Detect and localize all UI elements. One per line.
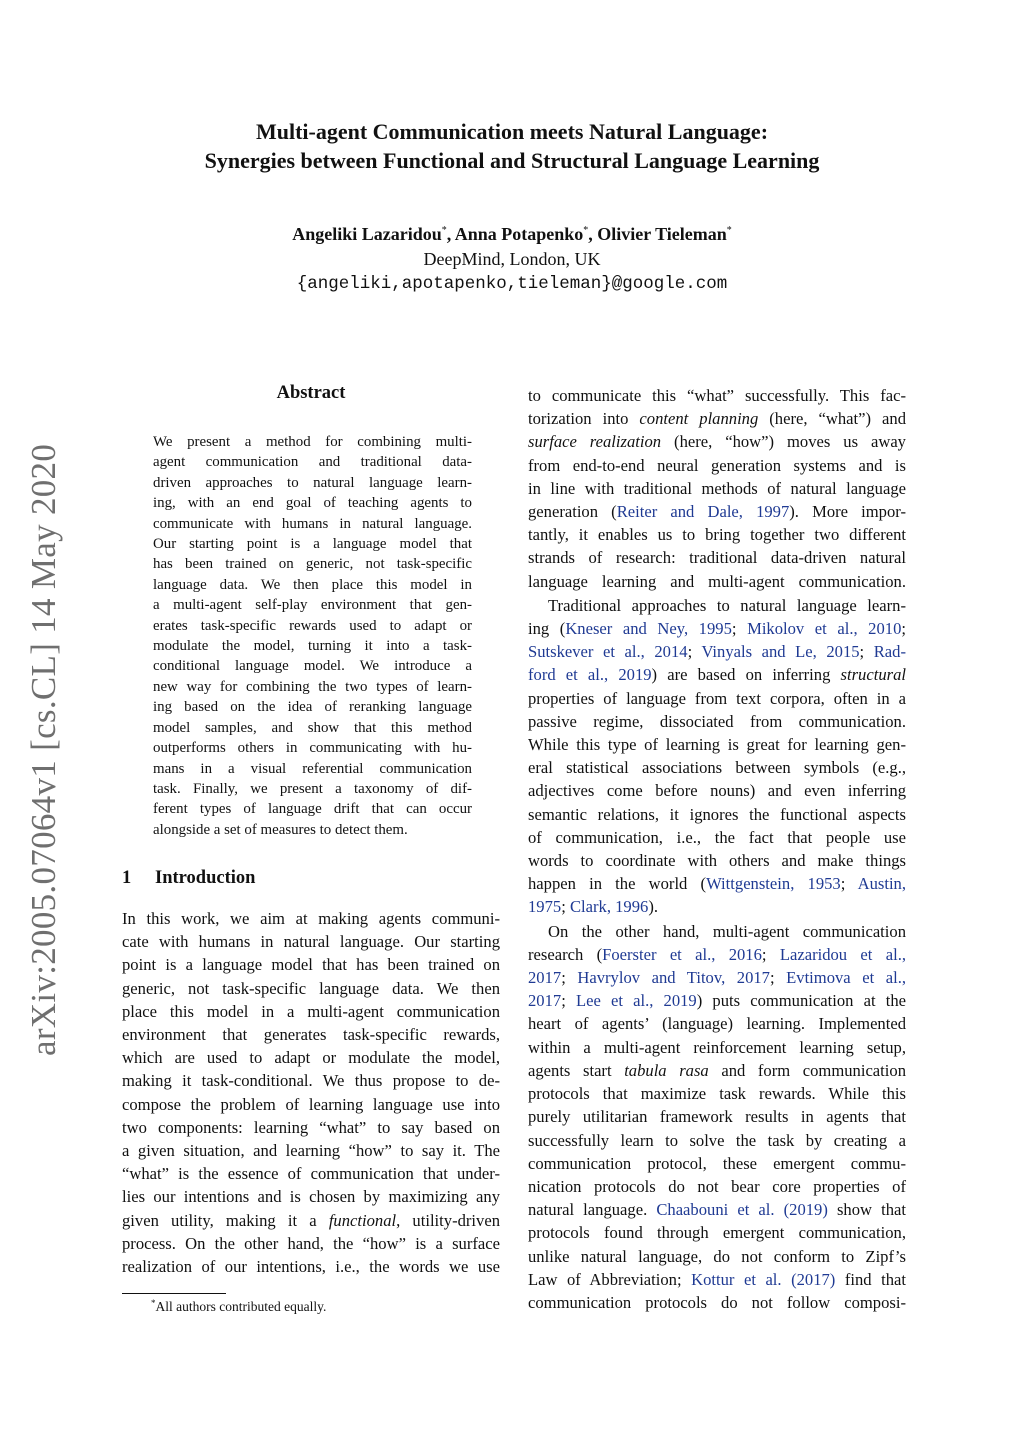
abstract-line: new way for combining the two types of learn- bbox=[153, 678, 472, 695]
citation-link[interactable]: 2017 bbox=[528, 991, 562, 1011]
body-text: ) puts communication at the bbox=[696, 991, 906, 1011]
footnote-text: All authors contributed equally. bbox=[155, 1299, 327, 1314]
body-text: ; bbox=[561, 897, 570, 917]
body-line: While this type of learning is great for learning gen- bbox=[528, 735, 906, 755]
body-line: of communication, i.e., the fact that people use bbox=[528, 827, 906, 847]
body-text: ). bbox=[648, 897, 658, 917]
body-text: natural language. bbox=[528, 1200, 657, 1220]
body-text: ; bbox=[901, 619, 906, 639]
arxiv-stamp: arXiv:2005.07064v1 [cs.CL] 14 May 2020 bbox=[24, 443, 63, 1056]
citation-link[interactable]: Havrylov and Titov, 2017 bbox=[577, 968, 770, 988]
body-line bbox=[528, 407, 906, 430]
section-number: 1 bbox=[122, 868, 132, 888]
body-line: to communicate this “what” successfully. This fac- bbox=[528, 386, 906, 405]
abstract-line: has been trained on generic, not task-specific bbox=[153, 556, 472, 573]
body-line: making it task-conditional. We thus propose to de- bbox=[122, 1071, 500, 1091]
citation-link[interactable]: Mikolov et al., 2010 bbox=[747, 619, 902, 639]
body-line: Traditional approaches to natural language learn- bbox=[548, 595, 906, 615]
abstract-line: driven approaches to natural language learn- bbox=[153, 474, 472, 491]
body-line: language learning and multi-agent communication. bbox=[528, 571, 906, 591]
abstract-line: conditional language model. We introduce a bbox=[153, 658, 472, 675]
body-text: ing ( bbox=[528, 619, 566, 639]
abstract-line: ferent types of language drift that can occur bbox=[153, 801, 472, 818]
body-line: passive regime, dissociated from communication. bbox=[528, 711, 906, 731]
body-line bbox=[528, 872, 906, 895]
body-text: agents start bbox=[528, 1060, 625, 1080]
abstract-heading: Abstract bbox=[276, 383, 346, 403]
body-line: communication protocols do not follow composi- bbox=[528, 1292, 906, 1312]
affiliation: DeepMind, London, UK bbox=[423, 249, 601, 269]
author-1: Angeliki Lazaridou bbox=[292, 224, 442, 244]
citation-link[interactable]: Kneser and Ney, 1995 bbox=[565, 619, 732, 639]
body-line: environment that generates task-specific rewards, bbox=[122, 1025, 500, 1045]
author-3-mark: * bbox=[726, 225, 732, 236]
body-line bbox=[528, 989, 906, 1012]
body-line bbox=[528, 1059, 906, 1082]
abstract-line: ing based on the idea of reranking language bbox=[153, 699, 472, 716]
body-text: ; bbox=[561, 968, 578, 988]
abstract-line: a multi-agent self-play environment that gen- bbox=[153, 597, 472, 614]
body-line: unlike natural language, do not conform to Zipf’s bbox=[528, 1246, 906, 1266]
citation-link[interactable]: Chaabouni et al. (2019) bbox=[656, 1200, 828, 1220]
body-line: place this model in a multi-agent communication bbox=[122, 1001, 500, 1021]
abstract-line: mans in a visual referential communication bbox=[153, 760, 472, 777]
body-line bbox=[528, 640, 906, 663]
author-block bbox=[0, 222, 1024, 297]
author-3: Olivier Tieleman bbox=[597, 224, 727, 244]
body-text: (here, “what”) and bbox=[758, 409, 906, 429]
body-line: semantic relations, it ignores the functional aspects bbox=[528, 804, 906, 824]
author-separator-2: , bbox=[588, 224, 598, 244]
body-text: generation ( bbox=[528, 502, 617, 522]
body-line: from end-to-end neural generation systems and is bbox=[528, 455, 906, 475]
citation-link[interactable]: Kottur et al. (2017) bbox=[691, 1269, 836, 1289]
body-line: in line with traditional methods of natural language bbox=[528, 478, 906, 498]
body-line bbox=[528, 966, 906, 989]
body-line: communication protocol, these emergent commu- bbox=[528, 1153, 906, 1173]
emphasis-content-planning: content planning bbox=[639, 409, 759, 429]
body-text: find that bbox=[835, 1269, 906, 1289]
citation-link[interactable]: ford et al., 2019 bbox=[528, 665, 652, 685]
body-text: ; bbox=[840, 874, 858, 894]
body-text: research ( bbox=[528, 944, 603, 964]
body-line: protocols that maximize task rewards. While this bbox=[528, 1084, 906, 1104]
emphasis-tabula-rasa: tabula rasa bbox=[624, 1060, 709, 1080]
body-line: “what” is the essence of communication that under- bbox=[122, 1164, 500, 1184]
body-line bbox=[528, 943, 906, 966]
abstract-line: We present a method for combining multi- bbox=[153, 434, 472, 450]
emphasis-functional: functional bbox=[328, 1210, 397, 1230]
abstract-line: communicate with humans in natural language. bbox=[153, 515, 472, 532]
abstract-line: Our starting point is a language model that bbox=[153, 536, 472, 553]
body-line bbox=[528, 1198, 906, 1221]
author-separator-1: , bbox=[446, 224, 455, 244]
citation-link[interactable]: Vinyals and Le, 2015 bbox=[701, 642, 860, 662]
body-text: , utility-driven bbox=[396, 1210, 500, 1230]
citation-link[interactable]: Austin, bbox=[857, 874, 906, 894]
citation-link[interactable]: 2017 bbox=[528, 968, 562, 988]
citation-link[interactable]: Wittgenstein, 1953 bbox=[706, 874, 841, 894]
abstract-line: modulate the model, turning it into a task- bbox=[153, 638, 472, 655]
body-line: protocols found through emergent communication, bbox=[528, 1223, 906, 1243]
title-line-1: Multi-agent Communication meets Natural Language: bbox=[255, 119, 769, 144]
footnote-mark: * bbox=[151, 1298, 156, 1308]
body-line: cate with humans in natural language. Our starting bbox=[122, 932, 500, 952]
body-line bbox=[528, 500, 906, 523]
author-email: {angeliki,apotapenko,tieleman}@google.com bbox=[296, 274, 728, 294]
author-2-mark: * bbox=[583, 225, 589, 236]
author-names bbox=[0, 222, 1024, 247]
body-line bbox=[528, 663, 906, 686]
body-line: realization of our intentions, i.e., the words we use bbox=[122, 1257, 500, 1277]
body-line: generic, not task-specific language data. We then bbox=[122, 978, 500, 998]
abstract-line: task. Finally, we present a taxonomy of dif- bbox=[153, 780, 472, 797]
author-1-mark: * bbox=[441, 225, 447, 236]
citation-link[interactable]: Lazaridou et al., bbox=[779, 944, 906, 964]
emphasis-surface-realization: surface realization bbox=[528, 432, 662, 452]
citation-link[interactable]: Reiter and Dale, 1997 bbox=[616, 502, 790, 522]
body-line: a given situation, and learning “how” to say it. The bbox=[122, 1141, 500, 1161]
paper-title bbox=[0, 117, 1024, 175]
body-text: given utility, making it a bbox=[122, 1210, 329, 1230]
body-line bbox=[528, 617, 906, 640]
body-line: eral statistical associations between symbols (e.g., bbox=[528, 758, 906, 778]
body-text: (here, “how”) moves us away bbox=[661, 432, 906, 452]
body-text: torization into bbox=[528, 409, 640, 429]
citation-link[interactable]: Sutskever et al., 2014 bbox=[528, 642, 688, 662]
body-text: show that bbox=[827, 1200, 906, 1220]
body-line: adjectives come before nouns) and even inferring bbox=[528, 781, 906, 801]
right-column bbox=[528, 384, 906, 1314]
abstract-line: model samples, and show that this method bbox=[153, 719, 472, 736]
body-line: tantly, it enables us to bring together two different bbox=[528, 525, 906, 545]
body-line: nication protocols do not bear core properties of bbox=[528, 1176, 906, 1196]
body-line: which are used to adapt or modulate the model, bbox=[122, 1048, 500, 1068]
body-text: ) are based on inferring bbox=[651, 665, 841, 685]
body-line bbox=[528, 1268, 906, 1291]
body-line: within a multi-agent reinforcement learning setup, bbox=[528, 1037, 906, 1057]
body-line: properties of language from text corpora, often in a bbox=[528, 688, 906, 708]
body-line: point is a language model that has been trained on bbox=[122, 955, 500, 975]
section-heading-introduction bbox=[122, 868, 255, 889]
citation-link[interactable]: Foerster et al., 2016 bbox=[602, 944, 762, 964]
abstract-line: ing, with an end goal of teaching agents to bbox=[153, 495, 472, 512]
body-text: Law of Abbreviation; bbox=[528, 1269, 692, 1289]
body-text: happen in the world ( bbox=[528, 874, 707, 894]
body-line: On the other hand, multi-agent communication bbox=[548, 921, 906, 941]
body-text: ; bbox=[561, 991, 576, 1011]
abstract-line: erates task-specific rewards used to adapt or bbox=[153, 617, 472, 634]
citation-link[interactable]: 1975 bbox=[528, 897, 562, 917]
title-line-2: Synergies between Functional and Structural Language Learning bbox=[204, 148, 820, 173]
body-line: words to coordinate with others and make things bbox=[528, 851, 906, 871]
body-text: ; bbox=[859, 642, 874, 662]
citation-link[interactable]: Rad- bbox=[873, 642, 906, 662]
body-line: heart of agents’ (language) learning. Implemented bbox=[528, 1014, 906, 1034]
body-line bbox=[528, 430, 906, 453]
abstract-body bbox=[153, 432, 472, 840]
body-line: process. On the other hand, the “how” is a surface bbox=[122, 1233, 500, 1253]
body-line: lies our intentions and is chosen by maximizing any bbox=[122, 1187, 500, 1207]
body-text: ; bbox=[761, 944, 780, 964]
footnote-rule bbox=[122, 1293, 226, 1294]
body-line bbox=[122, 1209, 500, 1232]
body-line: strands of research: traditional data-driven natural bbox=[528, 548, 906, 568]
abstract-line: language data. We then place this model in bbox=[153, 576, 472, 593]
body-text: ; bbox=[687, 642, 702, 662]
body-line: successfully learn to solve the task by creating a bbox=[528, 1130, 906, 1150]
abstract-line: agent communication and traditional data- bbox=[153, 454, 472, 471]
abstract-line: outperforms others in communicating with hu- bbox=[153, 740, 472, 757]
body-line: purely utilitarian framework results in agents that bbox=[528, 1107, 906, 1127]
section-title: Introduction bbox=[155, 868, 256, 888]
author-2: Anna Potapenko bbox=[454, 224, 584, 244]
abstract-line: alongside a set of measures to detect them. bbox=[153, 821, 408, 838]
body-line: In this work, we aim at making agents communi- bbox=[122, 909, 500, 928]
citation-link[interactable]: Evtimova et al., bbox=[786, 968, 907, 988]
citation-link[interactable]: Clark, 1996 bbox=[569, 897, 649, 917]
body-line bbox=[528, 895, 906, 918]
emphasis-structural: structural bbox=[840, 665, 906, 685]
introduction-body bbox=[122, 907, 500, 1278]
citation-link[interactable]: Lee et al., 2019 bbox=[575, 991, 697, 1011]
body-text: ). More impor- bbox=[789, 502, 906, 522]
body-text: and form communication bbox=[708, 1060, 906, 1080]
body-text: ; bbox=[769, 968, 787, 988]
footnote bbox=[151, 1298, 326, 1316]
body-text: ; bbox=[731, 619, 748, 639]
body-line: two components: learning “what” to say based on bbox=[122, 1117, 500, 1137]
body-line: compose the problem of learning language use into bbox=[122, 1094, 500, 1114]
